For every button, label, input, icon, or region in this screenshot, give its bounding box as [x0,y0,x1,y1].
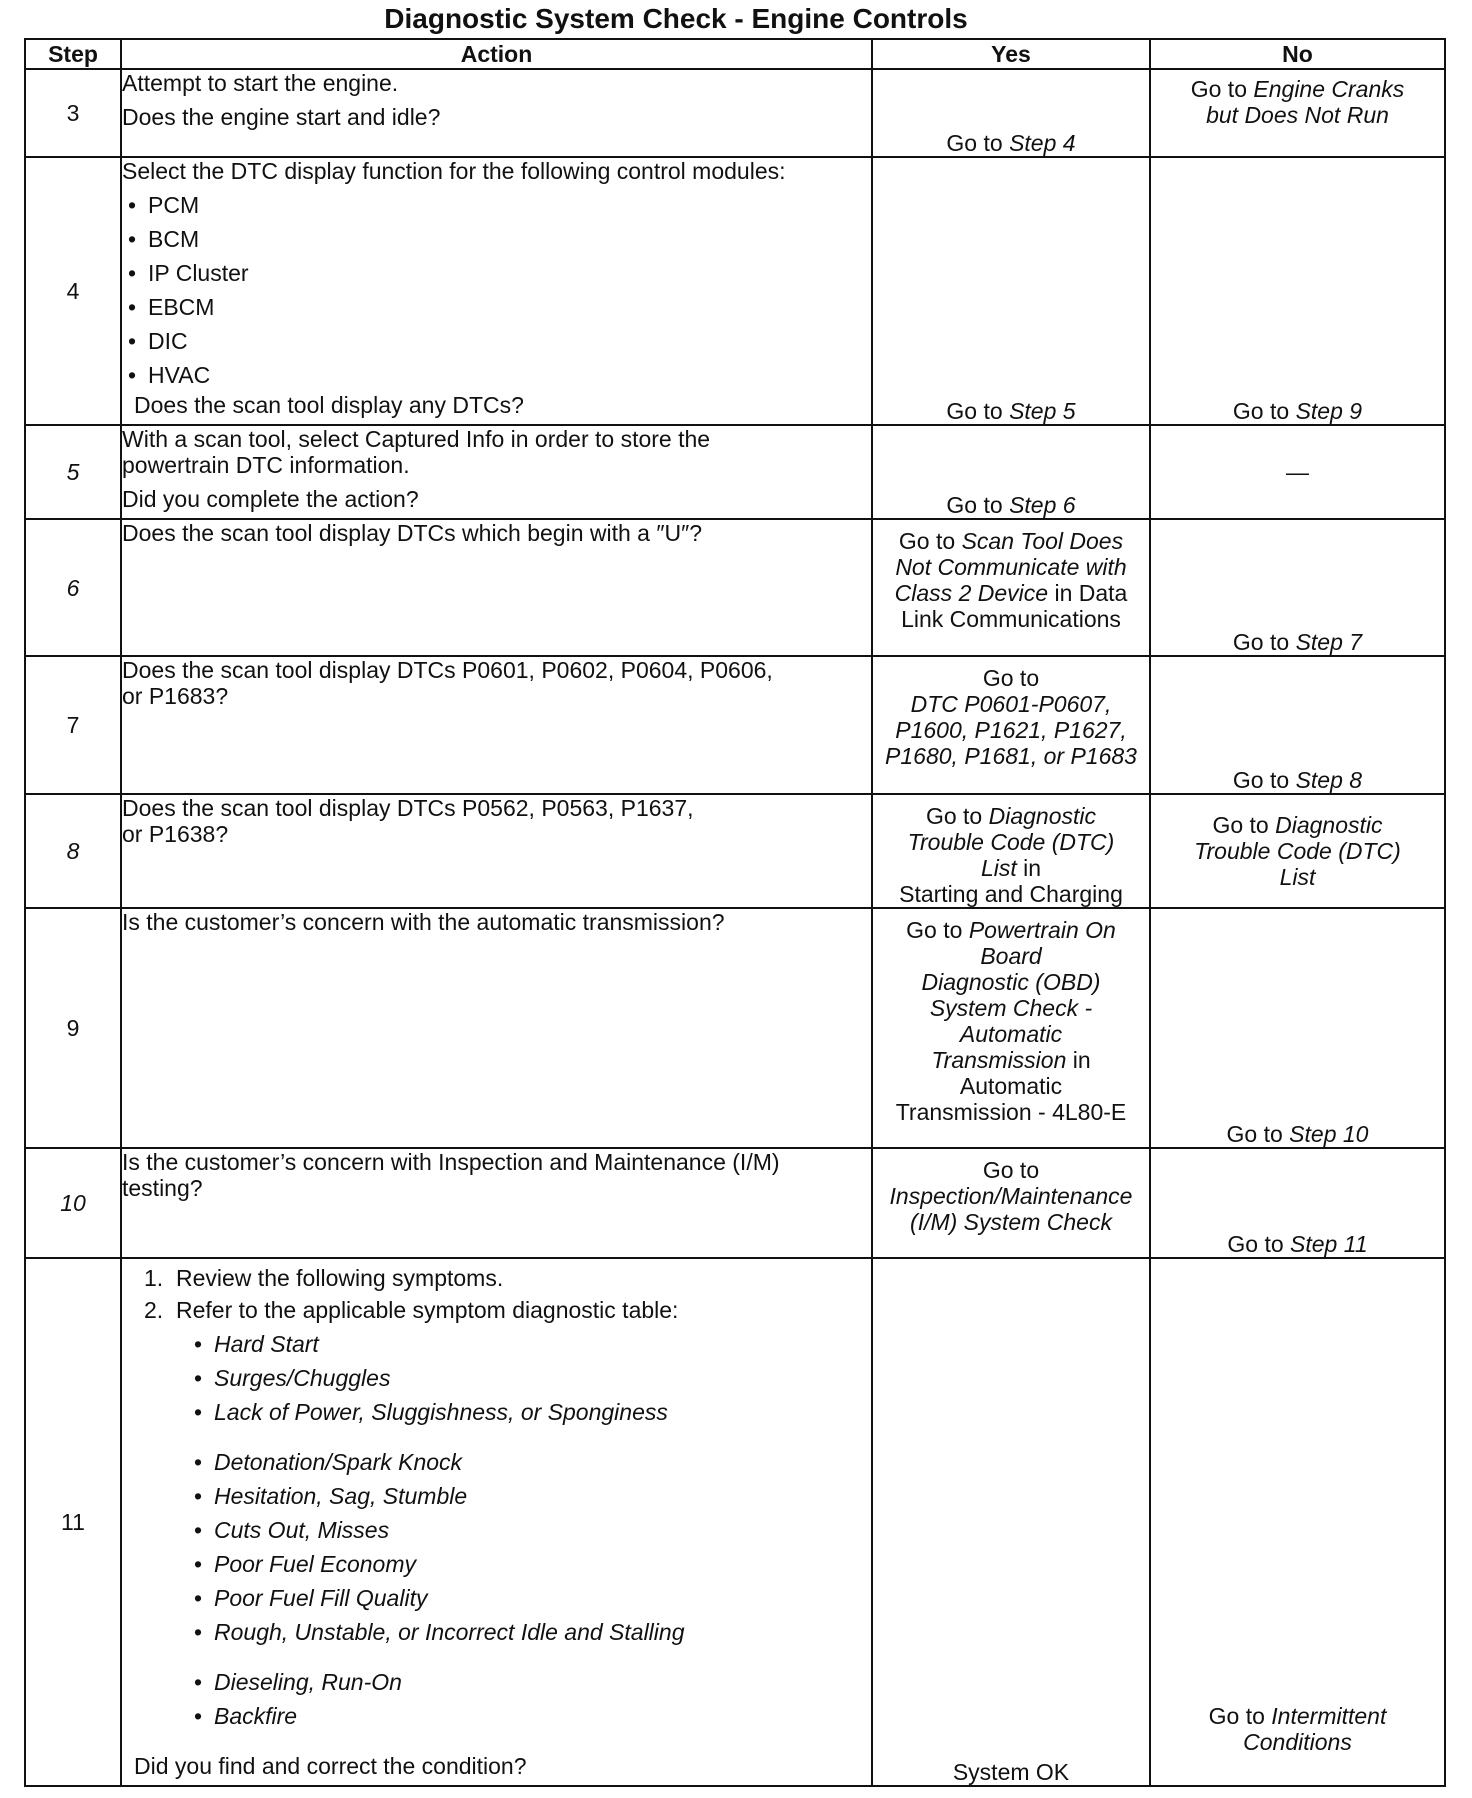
no-cell [1150,425,1445,519]
symptom-link[interactable]: • Poor Fuel Fill Quality [122,1585,871,1611]
step-number: 3 [25,69,121,157]
yes-cell [872,425,1150,519]
im-link-cont[interactable]: (I/M) System Check [910,1209,1112,1235]
step-number: 11 [25,1258,121,1786]
no-cell [1150,157,1445,425]
go-to-text: Go to [906,917,969,943]
header-no: No [1150,39,1445,69]
step-link[interactable]: Step 7 [1295,629,1363,655]
header-step: Step [25,39,121,69]
table-row [25,908,1445,1148]
dtc-link-cont[interactable]: P1600, P1621, P1627, [895,717,1127,743]
step-link[interactable]: Step 9 [1295,398,1363,424]
dtc-list-link[interactable]: Diagnostic [988,803,1097,829]
go-to-text: Go to [946,130,1010,156]
step-link[interactable]: Step 4 [1009,130,1076,156]
symptom-link[interactable]: • Cuts Out, Misses [122,1517,871,1543]
link-suffix: Starting and Charging [899,881,1123,907]
step-number: 10 [25,1148,121,1258]
go-to-text: Go to [1226,1121,1290,1147]
link-suffix: in [1066,1047,1091,1073]
step-index: 1. [144,1265,164,1291]
list-item: • DIC [122,328,871,354]
action-cell [121,69,872,157]
symptom-link[interactable]: • Rough, Unstable, or Incorrect Idle and Stalling [122,1619,871,1645]
symptom-link[interactable]: • Hard Start [122,1331,871,1357]
dtc-link-cont[interactable]: P1680, P1681, or P1683 [885,743,1137,769]
action-cell [121,1258,872,1786]
step-number: 5 [25,425,121,519]
dtc-list-link-cont[interactable]: List [980,855,1017,881]
go-to-text: Go to [1232,767,1296,793]
step-number: 6 [25,519,121,656]
symptom-link[interactable]: • Poor Fuel Economy [122,1551,871,1577]
link-suffix: Transmission - 4L80-E [895,1099,1127,1125]
obd-link-cont[interactable]: Automatic [959,1021,1063,1047]
no-cell [1150,1148,1445,1258]
link-suffix: Link Communications [901,606,1121,632]
go-to-text: Go to [1190,76,1254,102]
action-cell [121,519,872,656]
yes-cell [872,794,1150,908]
step-index: 2. [144,1297,164,1323]
symptom-link[interactable]: • Hesitation, Sag, Stumble [122,1483,871,1509]
action-line: With a scan tool, select Captured Info in order to store the [122,426,711,452]
step-number: 9 [25,908,121,1148]
action-question: Does the engine start and idle? [122,104,441,130]
obd-link-cont[interactable]: System Check - [929,995,1093,1021]
link-suffix: in [1016,855,1042,881]
go-to-text: Go to [1208,1703,1272,1729]
list-item: • PCM [122,192,871,218]
action-cell [121,908,872,1148]
go-to-text: Go to [925,803,989,829]
system-ok-text: System OK [952,1759,1070,1785]
action-line: or P1638? [122,821,229,847]
no-cell [1150,656,1445,794]
dtc-list-link-cont[interactable]: Trouble Code (DTC) [1194,838,1401,864]
action-question: Does the scan tool display DTCs which begin with a ″U″? [122,520,703,546]
obd-link-cont[interactable]: Board [980,943,1042,969]
no-cell [1150,908,1445,1148]
engine-cranks-link[interactable]: Engine Cranks [1253,76,1405,102]
action-question: Did you complete the action? [122,486,419,512]
symptom-link[interactable]: • Backfire [122,1703,871,1729]
intermittent-link[interactable]: Intermittent [1271,1703,1387,1729]
no-cell [1150,1258,1445,1786]
dtc-link[interactable]: DTC P0601-P0607, [910,691,1112,717]
step-number: 4 [25,157,121,425]
step-link[interactable]: Step 5 [1009,398,1076,424]
action-line: Does the scan tool display DTCs P0601, P0602, P0604, P0606, [122,657,773,683]
scan-tool-link[interactable]: Scan Tool Does [961,528,1124,554]
action-line: Attempt to start the engine. [122,70,399,96]
go-to-text: Go to [898,528,962,554]
dtc-list-link-cont[interactable]: Trouble Code (DTC) [907,829,1115,855]
go-to-text: Go to [982,665,1040,691]
yes-cell [872,908,1150,1148]
table-row [25,656,1445,794]
header-row [25,39,1445,69]
table-row [25,157,1445,425]
step-link[interactable]: Step 10 [1289,1121,1369,1147]
yes-cell [872,69,1150,157]
go-to-text: Go to [982,1157,1040,1183]
dtc-list-link[interactable]: Diagnostic [1275,812,1383,838]
list-item: • HVAC [122,362,871,388]
link-suffix: in Data [1048,580,1128,606]
symptom-link[interactable]: • Dieseling, Run-On [122,1669,871,1695]
page-title: Diagnostic System Check - Engine Controls [384,3,968,34]
action-cell [121,1148,872,1258]
dtc-list-link-cont[interactable]: List [1279,864,1316,890]
link-suffix: Automatic [959,1073,1063,1099]
scan-tool-link-cont[interactable]: Not Communicate with [895,554,1127,580]
step-text: Refer to the applicable symptom diagnostic table: [176,1297,679,1323]
numbered-step [122,1297,871,1323]
table-row [25,425,1445,519]
action-cell [121,425,872,519]
step-text: Review the following symptoms. [176,1265,504,1291]
scan-tool-link-cont[interactable]: Class 2 Device [894,580,1049,606]
step-link[interactable]: Step 11 [1290,1231,1368,1257]
im-link[interactable]: Inspection/Maintenance [889,1183,1133,1209]
action-cell [121,794,872,908]
go-to-text: Go to [946,398,1010,424]
yes-cell [872,656,1150,794]
go-to-text: Go to [946,492,1010,518]
intermittent-link-cont[interactable]: Conditions [1243,1729,1352,1755]
action-question: Is the customer’s concern with the automatic transmission? [122,909,725,935]
action-intro: Select the DTC display function for the following control modules: [122,158,786,184]
action-line: powertrain DTC information. [122,452,410,478]
symptom-link[interactable]: • Detonation/Spark Knock [122,1449,871,1475]
no-cell [1150,519,1445,656]
no-cell [1150,794,1445,908]
action-question: Did you find and correct the condition? [134,1753,527,1779]
obd-link-cont[interactable]: Transmission [931,1047,1067,1073]
no-action-dash: — [1286,459,1309,485]
table-row [25,794,1445,908]
no-cell [1150,69,1445,157]
action-question: Does the scan tool display any DTCs? [134,392,524,418]
yes-cell [872,1148,1150,1258]
yes-cell [872,1258,1150,1786]
step-link[interactable]: Step 8 [1295,767,1363,793]
go-to-text: Go to [1227,1231,1291,1257]
symptom-link[interactable]: • Lack of Power, Sluggishness, or Sponginess [122,1399,871,1425]
step-number: 8 [25,794,121,908]
action-line: Is the customer’s concern with Inspection and Maintenance (I/M) [122,1149,780,1175]
step-link[interactable]: Step 6 [1009,492,1076,518]
diagnostic-table [24,38,1446,1787]
action-line: or P1683? [122,683,229,709]
step-number: 7 [25,656,121,794]
table-row [25,519,1445,656]
table-row [25,69,1445,157]
action-cell [121,656,872,794]
table-row [25,1148,1445,1258]
engine-cranks-link-cont[interactable]: but Does Not Run [1206,102,1389,128]
table-row [25,1258,1445,1786]
yes-cell [872,157,1150,425]
obd-link[interactable]: Powertrain On [968,917,1116,943]
action-cell [121,157,872,425]
action-line: testing? [122,1175,203,1201]
yes-cell [872,519,1150,656]
list-item: • EBCM [122,294,871,320]
go-to-text: Go to [1232,629,1296,655]
header-yes: Yes [872,39,1150,69]
list-item: • IP Cluster [122,260,871,286]
go-to-text: Go to [1232,398,1296,424]
symptom-link[interactable]: • Surges/Chuggles [122,1365,871,1391]
go-to-text: Go to [1212,812,1276,838]
list-item: • BCM [122,226,871,252]
numbered-step [122,1265,871,1291]
obd-link-cont[interactable]: Diagnostic (OBD) [921,969,1101,995]
action-line: Does the scan tool display DTCs P0562, P0563, P1637, [122,795,694,821]
header-action: Action [121,39,872,69]
